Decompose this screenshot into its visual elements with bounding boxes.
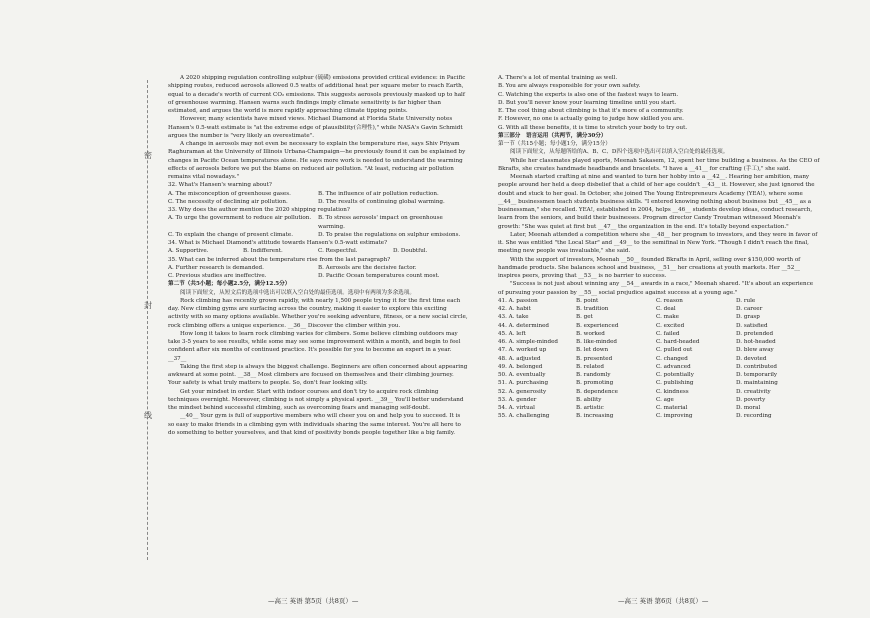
cloze-option[interactable]: C. age (656, 396, 674, 403)
cloze-option[interactable]: B. artistic (576, 405, 604, 411)
paragraph: Meenah started crafting at nine and wanted to turn her hobby into a __42__. Hearing her ambition, many people around her held a deep disbelief that a child of her age couldn't __43__ it. However, she just ignored the doubt and stuck to her goal. In October, she joined The Young Entrepreneurs Academy (YEA!), where some __44__ businessmen teach students business skills. "I entered knowing nothing about business but __45__ as a businessman," she recalled. YEA!, established in 2004, helps __46__ students develop ideas, conduct research, learn from the seniors, and build their businesses. Program director Candy Troutman witnessed Meenah's growth: "She was quiet at first but __47__ the organization in the end. It's totally beyond expectation." (498, 174, 815, 230)
paragraph: With the support of investors, Meenah __50__ founded Bkrafts in April, selling over $150,000 worth of handmade products. She balances school and business, __51__ her creations at youth markets. Her __52__ inspires peers, proving that __53__ is no barrier to success. (498, 256, 801, 279)
paragraph: However, many scientists have mixed views. Michael Diamond at Florida State University notes Hansen's 0.5-watt estimate is "at the extreme edge of plausibility(合理性)," while NASA's Gavin Schmidt argues the number is "very likely an overestimate". (168, 116, 463, 139)
cloze-option[interactable]: B. presented (576, 355, 613, 362)
cloze-option[interactable]: B. like-minded (576, 339, 618, 345)
option-line: E. The cool thing about climbing is that it's more of a community. (498, 108, 684, 114)
cloze-option[interactable]: D. temporarily (736, 372, 778, 378)
paragraph: A 2020 shipping regulation controlling sulphur (硫磺) emissions provided critical evidence: in Pacific shipping routes, reduced aerosols allowed 0.5 watts of additional heat per square meter to reach Earth, equal to a decade's worth of current CO₂ emissions. This suggests aerosols previously masked up to half of greenhouse warming. Hansen warns such findings imply climate sensitivity is far higher than estimated, and argues the world is more rapidly approaching climate tipping points. (168, 75, 466, 114)
cloze-option[interactable]: B. ability (576, 396, 602, 403)
options-row: A. Supportive. B. Indifferent. C. Respectful. D. Doubtful. (168, 248, 428, 255)
cloze-option[interactable]: D. moral (736, 405, 761, 411)
cloze-option[interactable]: 44. A. determined (498, 322, 549, 329)
cloze-option[interactable]: D. blew away (736, 347, 774, 354)
question: 33. Why does the author mention the 2020 shipping regulation? (168, 207, 350, 213)
options-row: A. Further research is demanded. B. Aerosols are the decisive factor. (168, 264, 417, 271)
page-footer-right: —高三 英语 第6页（共8页）— (618, 597, 709, 605)
cloze-options-table (498, 297, 820, 421)
cloze-option[interactable]: 52. A. generosity (498, 388, 547, 395)
cloze-option[interactable]: D. pretended (736, 330, 774, 337)
cloze-option[interactable]: 54. A. virtual (498, 405, 535, 411)
options-row: A. The misconception of greenhouse gases. B. The influence of air pollution reduction. (168, 190, 439, 197)
paragraph: Later, Meenah attended a competition where she __48__ her program to investors, and they were in favor of it. She was entitled "the Local Star" and __49__ to the semifinal in New York. "Though I didn't reach the final, meeting new people was invaluable," she said. (498, 231, 818, 255)
cloze-option[interactable]: 42. A. habit (498, 306, 531, 312)
cloze-option[interactable]: 47. A. worked up (498, 347, 547, 354)
cloze-option[interactable]: 45. A. left (498, 330, 526, 337)
paragraph: How long it takes to learn rock climbing varies for climbers. Some believe climbing outdoors may take 3-5 years to see results, while some may see some improvement within a month, and begin to feel confident after six months of continued practice. It's possible for you to become an expert in a year. __37__ (168, 330, 461, 362)
cloze-option[interactable]: D. recording (736, 413, 772, 420)
cloze-option[interactable]: B. point (576, 297, 599, 304)
cloze-option[interactable]: 55. A. challenging (498, 413, 550, 420)
options-row: C. To explain the change of present climate. D. To praise the regulations on sulphur emissions. (168, 231, 461, 238)
cloze-option[interactable]: B. promoting (576, 380, 614, 387)
option-line: D. But you'll never know your learning timeline until you start. (498, 99, 677, 106)
left-column (168, 74, 468, 437)
binding-margin: 密 封 线 (144, 151, 152, 420)
paragraph: __40__ Your gym is full of supportive members who will cheer you on and help you to succeed. It is so easy to make friends in a climbing gym with individuals sharing the same interest. You're all here to do something to better yourselves, and that kind of positivity bonds people together like a big family. (168, 413, 461, 436)
paragraph: A change in aerosols may not even be necessary to explain the temperature rise, says Shiv Priyam Raghuraman at the University of Illinois Urbana-Champaign—he previously found it can be explained by changes in Pacific Ocean temperatures alone. He says more work is needed to understand the warming effects of aerosols before we put the blame on reduced air pollution. "At least, reducing air pollution remains vital nowadays." (168, 141, 466, 180)
cloze-option[interactable]: C. deal (656, 306, 676, 312)
cloze-option[interactable]: C. publishing (656, 380, 694, 387)
sub-heading: 第一节（共15小题；每小题1分，满分15分） (498, 141, 611, 147)
cloze-option[interactable]: B. randomly (576, 372, 611, 378)
cloze-option[interactable]: D. contributed (736, 363, 777, 370)
cloze-option[interactable]: 51. A. purchasing (498, 380, 549, 387)
cloze-option[interactable]: C. material (656, 405, 688, 411)
cloze-option[interactable]: B. related (576, 363, 604, 370)
cloze-option[interactable]: B. worked (576, 330, 605, 337)
option-line: G. With all these benefits, it is time to stretch your body to try out. (498, 124, 688, 131)
cloze-option[interactable]: D. rule (736, 297, 756, 304)
option-line: F. However, no one is actually going to judge how skilled you are. (498, 116, 684, 123)
cloze-option[interactable]: C. potentially (656, 372, 694, 378)
paragraph: Taking the first step is always the biggest challenge. Beginners are often concerned about appearing awkward at some point. __38__ Most climbers are focused on themselves and their climbing journey. Your safety is what truly matters to people. So, don't fear looking silly. (168, 363, 468, 387)
cloze-option[interactable]: C. excited (656, 322, 685, 329)
instruction: 阅读下面短文，从短文后的选项中选出可以填入空白处的最佳选项。选项中有两项为多余选项。 (180, 289, 415, 296)
right-column (498, 74, 820, 421)
cloze-option[interactable]: C. advanced (656, 363, 691, 370)
cloze-option[interactable]: 48. A. adjusted (498, 355, 541, 362)
cloze-option[interactable]: B. dependence (576, 388, 618, 395)
paragraph: While her classmates played sports, Meenah Sakasem, 12, spent her time building a business. As the CEO of Bkrafts, she creates handmade headbands and bracelets. "I have a __41__ for crafting (手工)," she said. (498, 157, 820, 172)
section-heading: 第三部分 语言运用（共两节，满分30分） (498, 132, 607, 139)
cloze-option[interactable]: 41. A. passion (498, 297, 538, 304)
cloze-option[interactable]: D. devoted (736, 355, 767, 362)
cloze-option[interactable]: D. grasp (736, 314, 760, 321)
cloze-option[interactable]: B. get (576, 314, 593, 321)
page-footer-left: —高三 英语 第5页（共8页）— (268, 597, 359, 605)
options-row: A. To urge the government to reduce air pollution. B. To stress aerosols' impact on greenhouse warming. (168, 215, 443, 230)
cloze-option[interactable]: C. reason (656, 297, 683, 304)
cloze-option[interactable]: C. make (656, 314, 679, 321)
section-heading: 第二节（共5小题；每小题2.5分，满分12.5分） (168, 281, 291, 288)
cloze-option[interactable]: D. satisfied (736, 322, 768, 329)
option-line: A. There's a lot of mental training as well. (498, 75, 618, 81)
cloze-option[interactable]: D. poverty (736, 396, 766, 403)
cloze-option[interactable]: D. maintaining (736, 380, 778, 387)
question: 34. What is Michael Diamond's attitude towards Hansen's 0.5-watt estimate? (168, 240, 388, 246)
cloze-option[interactable]: D. career (736, 306, 763, 312)
paragraph: Rock climbing has recently grown rapidly, with nearly 1,500 people trying it for the first time each day. New climbing gyms are surfacing across the country, making it easier to explore this exciting activity with so many options available. Whether you're seeking adventure, fitness, or a new social circle, rock climbing offers a unique experience. __36__ Discover the climber within you. (168, 297, 468, 329)
option-line: B. You are always responsible for your own safety. (498, 83, 641, 90)
option-line: C. Watching the experts is also one of the fastest ways to learn. (498, 91, 679, 98)
cloze-option[interactable]: 49. A. belonged (498, 363, 543, 370)
question: 35. What can be inferred about the temperature rise from the last paragraph? (168, 256, 391, 263)
cloze-option[interactable]: D. hot-headed (736, 339, 776, 345)
paragraph: "Success is not just about winning any __54__ awards in a race," Meenah shared. "It's about an experience of pursuing your passion by __55__ social prejudice against success at a young age." (498, 281, 814, 296)
cloze-option[interactable]: C. failed (656, 330, 680, 337)
cloze-option[interactable]: C. pulled out (656, 347, 693, 354)
cloze-option[interactable]: C. improving (656, 413, 693, 420)
cloze-option[interactable]: C. changed (656, 355, 688, 362)
options-row: C. Previous studies are ineffective. D. Pacific Ocean temperatures count most. (168, 273, 440, 279)
cloze-option[interactable]: 43. A. take (498, 314, 529, 321)
question: 32. What's Hansen's warning about? (168, 182, 272, 189)
cloze-option[interactable]: C. hard-headed (656, 339, 700, 345)
cloze-option[interactable]: B. let down (576, 347, 609, 354)
cloze-option[interactable]: D. creativity (736, 388, 771, 395)
cloze-option[interactable]: B. experienced (576, 322, 619, 329)
cloze-option[interactable]: 50. A. eventually (498, 372, 546, 378)
cloze-option[interactable]: C. kindness (656, 388, 689, 395)
options-row: C. The necessity of declining air pollution. D. The results of continuing global warming. (168, 198, 445, 205)
instruction: 阅读下面短文，从每题所给的A、B、C、D四个选项中选出可以填入空白处的最佳选项。 (510, 149, 729, 156)
paragraph: Get your mindset in order. Start with indoor courses and don't try to acquire rock climbing techniques overnight. Moreover, climbing is not simply a physical sport. __39__ You'll better understand the mindset behind successful climbing, such as overcoming fears and managing self-doubt. (168, 388, 464, 411)
cloze-option[interactable]: 53. A. gender (498, 396, 537, 403)
cloze-option[interactable]: B. tradition (576, 306, 609, 312)
cloze-option[interactable]: B. increasing (576, 413, 614, 420)
cloze-option[interactable]: 46. A. simple-minded (498, 339, 558, 345)
